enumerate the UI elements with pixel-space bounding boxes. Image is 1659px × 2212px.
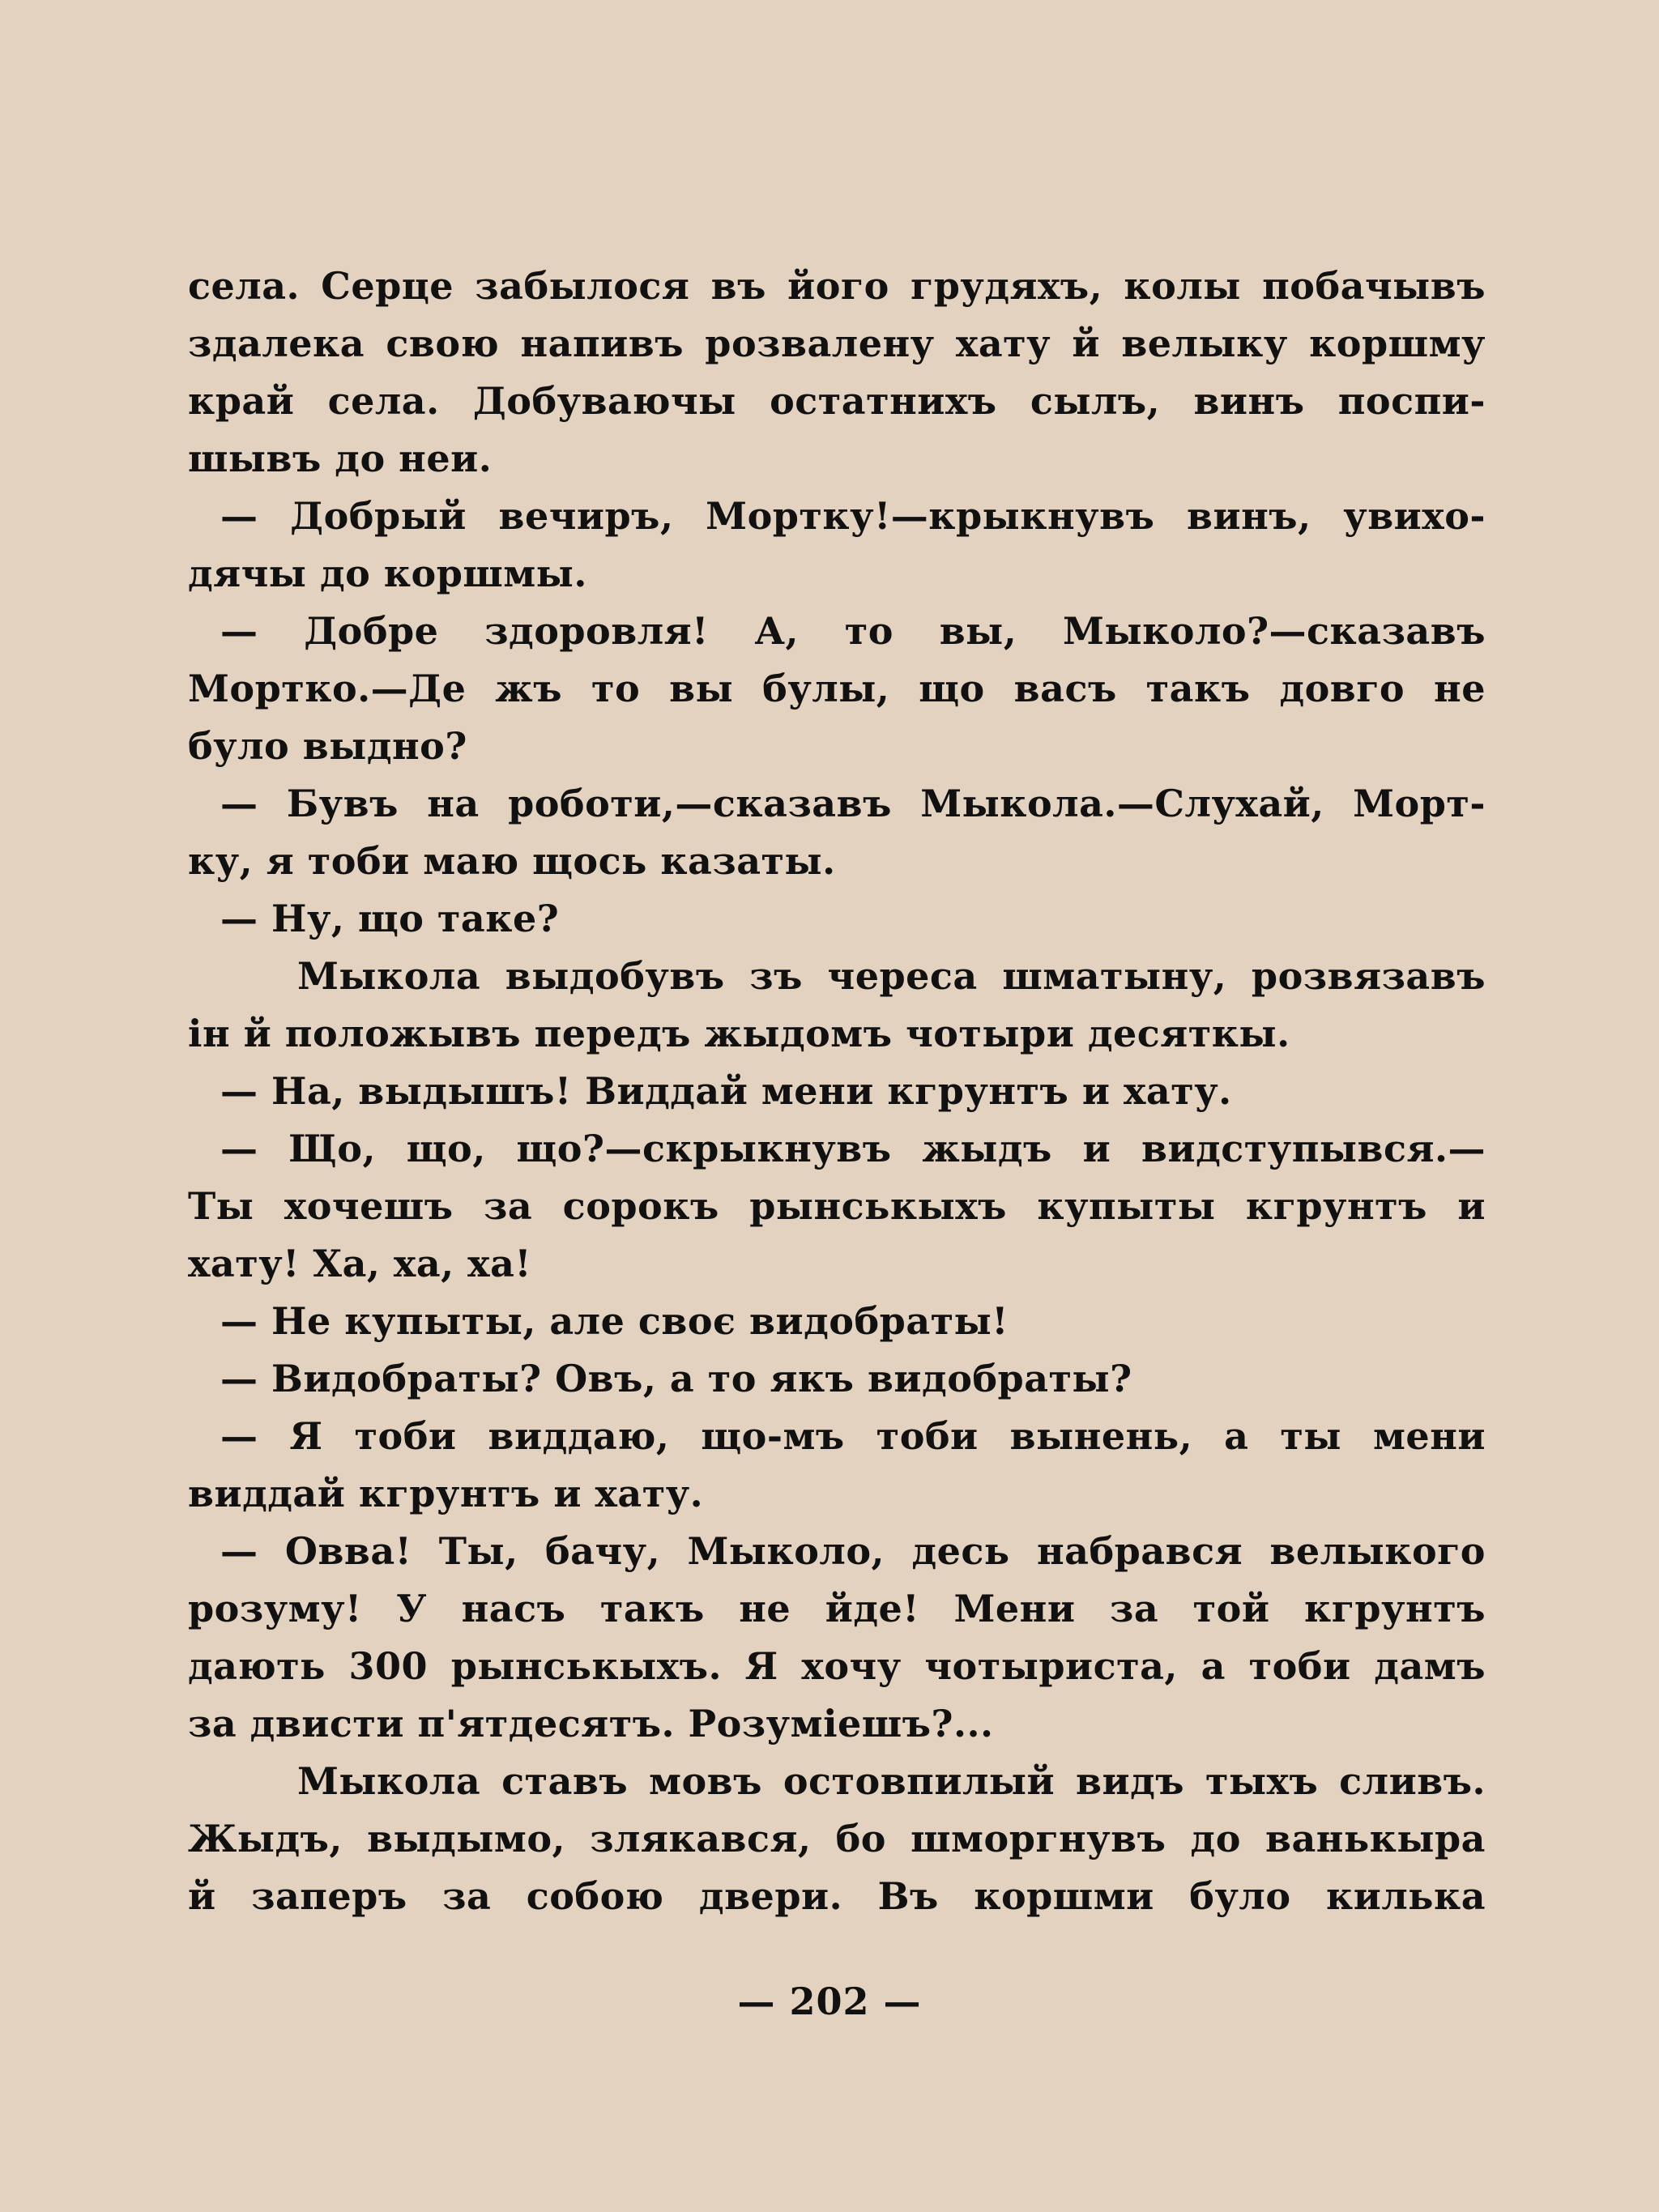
text-line: Ты хочешъ за сорокъ рынськыхъ купыты кгрунтъ и bbox=[188, 1184, 1486, 1228]
page-number: — 202 — bbox=[737, 1980, 922, 2023]
text-line: села. Серце забылося въ його грудяхъ, колы побачывъ bbox=[188, 264, 1486, 308]
text-line: було выдно? bbox=[188, 724, 467, 768]
dialogue-line: — Ну, що таке? bbox=[220, 897, 560, 940]
text-line: хату! Ха, ха, ха! bbox=[188, 1242, 532, 1285]
text-line: здалека свою напивъ розвалену хату й велыку коршму bbox=[188, 322, 1486, 365]
paragraph-line: Мыкола ставъ мовъ остовпилый видъ тыхъ сливъ. bbox=[297, 1759, 1486, 1803]
text-line: розуму! У насъ такъ не йде! Мени за той кгрунтъ bbox=[188, 1587, 1486, 1630]
text-line: виддай кгрунтъ и хату. bbox=[188, 1472, 704, 1515]
dialogue-line: — Овва! Ты, бачу, Мыколо, десь набрався велыкого bbox=[220, 1529, 1486, 1573]
text-line: ку, я тоби маю щось казаты. bbox=[188, 839, 836, 883]
text-line: Жыдъ, выдымо, злякався, бо шморгнувъ до ванькыра bbox=[188, 1817, 1486, 1860]
text-line: й заперъ за собою двери. Въ коршми було килька bbox=[188, 1874, 1486, 1918]
dialogue-line: — Бувъ на роботи,—сказавъ Мыкола.—Слухай, Морт- bbox=[220, 782, 1486, 825]
dialogue-line: — На, выдышъ! Виддай мени кгрунтъ и хату. bbox=[220, 1069, 1232, 1113]
text-line: шывъ до неи. bbox=[188, 437, 493, 480]
text-line: Мортко.—Де жъ то вы булы, що васъ такъ довго не bbox=[188, 667, 1486, 710]
text-line: за двисти п'ятдесятъ. Розуміешъ?... bbox=[188, 1702, 994, 1745]
text-line: ін й положывъ передъ жыдомъ чотыри десяткы. bbox=[188, 1012, 1290, 1055]
dialogue-line: — Я тоби виддаю, що-мъ тоби вынень, а ты мени bbox=[220, 1414, 1486, 1458]
dialogue-line: — Що, що, що?—скрыкнувъ жыдъ и видступывся.— bbox=[220, 1127, 1486, 1170]
text-line: дячы до коршмы. bbox=[188, 552, 587, 595]
dialogue-line: — Добре здоровля! А, то вы, Мыколо?—сказавъ bbox=[220, 609, 1486, 653]
dialogue-line: — Добрый вечиръ, Мортку!—крыкнувъ винъ, увихо- bbox=[220, 494, 1486, 538]
dialogue-line: — Видобраты? Овъ, а то якъ видобраты? bbox=[220, 1357, 1132, 1400]
dialogue-line: — Не купыты, але своє видобраты! bbox=[220, 1299, 1009, 1343]
paragraph-line: Мыкола выдобувъ зъ череса шматыну, розвязавъ bbox=[297, 954, 1486, 998]
text-line: край села. Добуваючы остатнихъ сылъ, винъ поспи- bbox=[188, 379, 1486, 423]
text-line: дають 300 рынськыхъ. Я хочу чотыриста, а тоби дамъ bbox=[188, 1644, 1486, 1688]
